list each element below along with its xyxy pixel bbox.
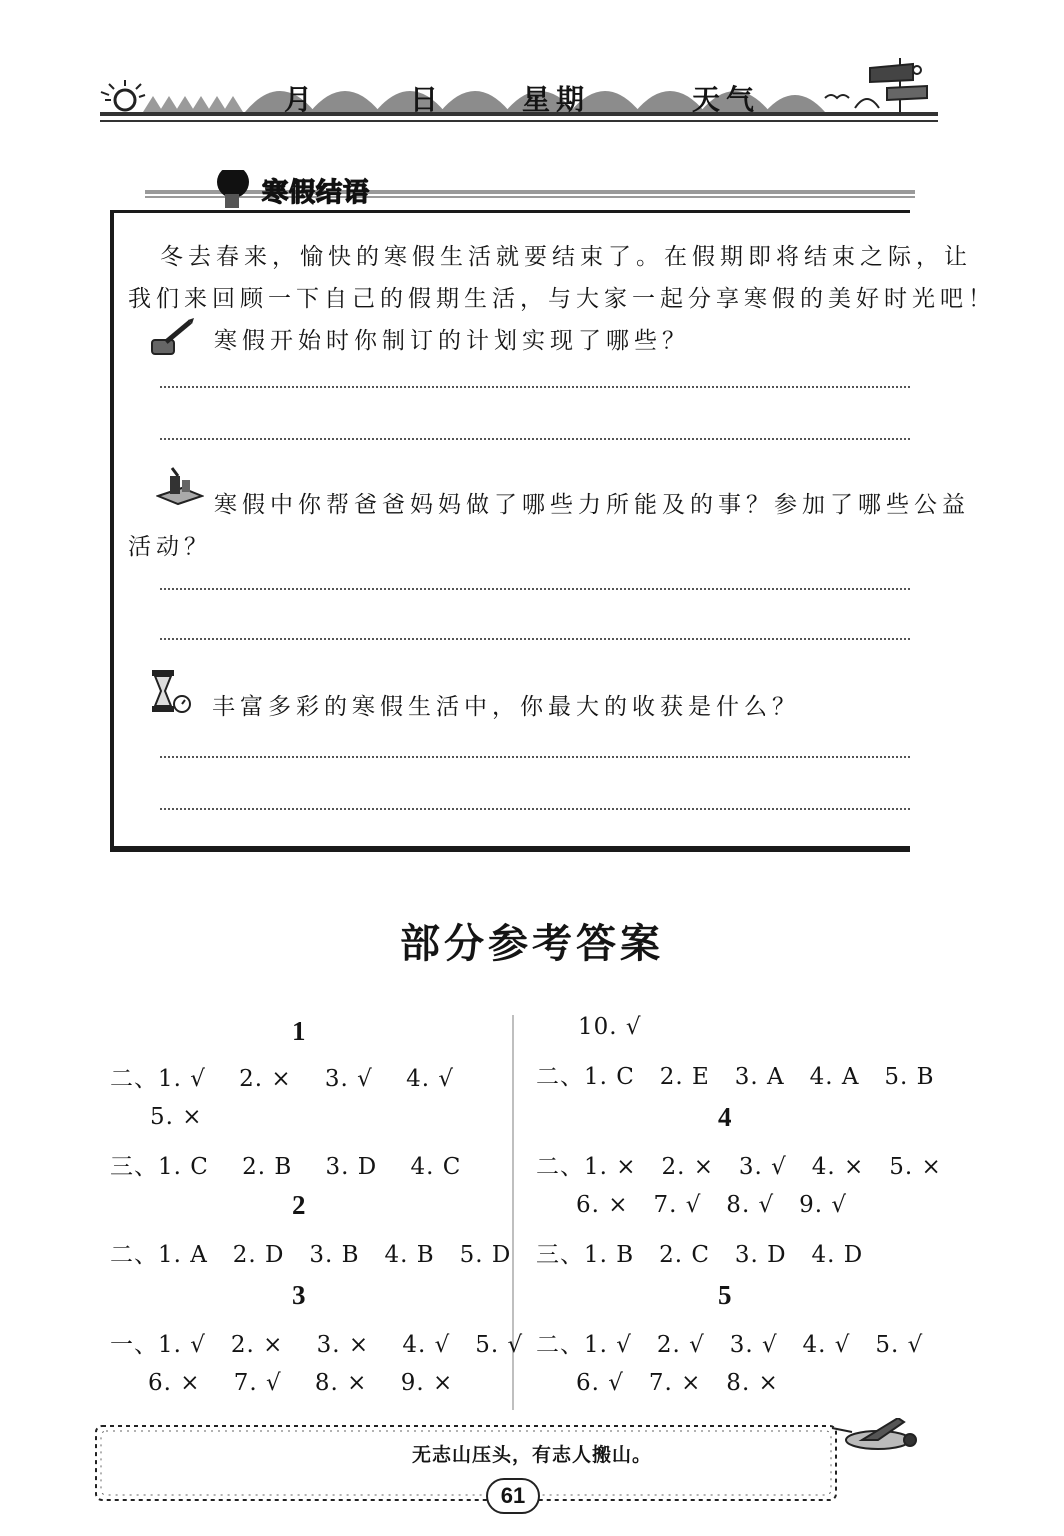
toy-blocks-icon (156, 466, 204, 506)
answer-line (160, 588, 910, 590)
apple-character-icon (217, 170, 249, 208)
answer-line-text: 5. × (150, 1104, 203, 1130)
header-day-label: 日 (410, 83, 445, 116)
answer-line-text: 二、1. √ 2. √ 3. √ 4. √ 5. √ (536, 1332, 924, 1358)
page-number: 61 (486, 1478, 540, 1514)
answer-line (160, 756, 910, 758)
answer-section-number: 1 (292, 1016, 306, 1046)
answer-line-text: 二、1. √ 2. × 3. √ 4. √ (110, 1066, 454, 1092)
sun-icon (101, 80, 145, 110)
question-3: 丰富多彩的寒假生活中，你最大的收获是什么？ (212, 694, 800, 720)
intro-line-2: 我们来回顾一下自己的假期生活，与大家一起分享寒假的美好时光吧！ (128, 286, 996, 312)
question-1: 寒假开始时你制订的计划实现了哪些？ (214, 328, 690, 354)
hourglass-icon (146, 668, 194, 716)
pencil-eraser-icon (148, 318, 196, 358)
answer-section-number: 5 (718, 1280, 732, 1310)
intro-line-1: 冬去春来，愉快的寒假生活就要结束了。在假期即将结束之际，让 (160, 244, 972, 270)
answer-line-text: 二、1. A 2. D 3. B 4. B 5. D (110, 1242, 512, 1268)
answer-line-text: 二、1. C 2. E 3. A 4. A 5. B (536, 1064, 935, 1090)
answer-line-text: 三、1. C 2. B 3. D 4. C (110, 1154, 462, 1180)
section-title-banner (145, 170, 915, 210)
answer-line-text: 6. × 7. √ 8. × 9. × (148, 1370, 454, 1396)
answer-line-text: 6. √ 7. × 8. × (576, 1370, 779, 1396)
section-title: 寒假结语 (262, 178, 371, 208)
answer-line (160, 438, 910, 440)
signpost-illustration (825, 58, 927, 112)
answer-line-text: 一、1. √ 2. × 3. × 4. √ 5. √ (110, 1332, 524, 1358)
answer-line-text: 二、1. × 2. × 3. √ 4. × 5. × (536, 1154, 942, 1180)
answer-line-text: 三、1. B 2. C 3. D 4. D (536, 1242, 864, 1268)
header-band (95, 50, 940, 130)
answer-line (160, 386, 910, 388)
answer-section-number: 4 (718, 1102, 732, 1132)
answer-section-number: 2 (292, 1190, 306, 1220)
header-weekday-label: 星期 (522, 83, 591, 116)
answer-line-text: 10. √ (578, 1014, 642, 1040)
footer-motto: 无志山压头，有志人搬山。 (411, 1444, 652, 1466)
answer-section-number: 3 (292, 1280, 306, 1310)
answer-line (160, 808, 910, 810)
answer-line (160, 638, 910, 640)
question-2-line-2: 活动？ (128, 534, 212, 560)
answers-title: 部分参考答案 (400, 920, 664, 967)
question-2-line-1: 寒假中你帮爸爸妈妈做了哪些力所能及的事？参加了哪些公益 (214, 492, 970, 518)
answer-line-text: 6. × 7. √ 8. √ 9. √ (576, 1192, 848, 1218)
header-month-label: 月 (284, 83, 319, 116)
mountains-decor (143, 96, 243, 112)
header-weather-label: 天气 (692, 83, 761, 116)
